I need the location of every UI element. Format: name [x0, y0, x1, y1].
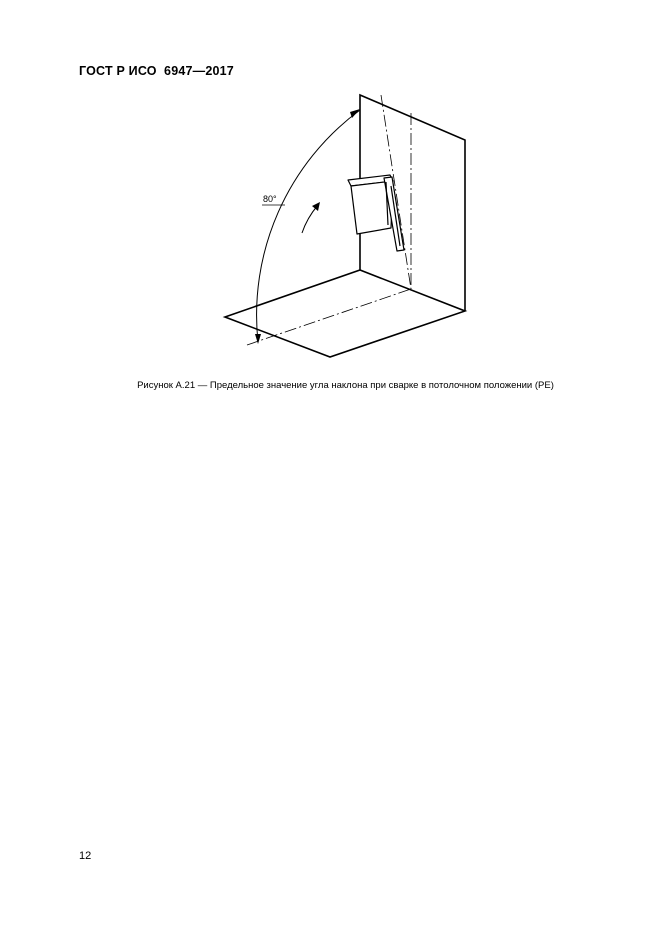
angle-label: 80° — [263, 194, 277, 204]
rotation-arrowhead — [312, 202, 320, 211]
document-header: ГОСТ Р ИСО 6947—2017 — [79, 64, 234, 78]
rotation-arrow — [302, 205, 318, 233]
page-number: 12 — [79, 850, 92, 862]
floor-axis-line — [247, 289, 411, 345]
floor-plane — [225, 270, 465, 357]
figure-caption: Рисунок А.21 — Предельное значение угла наклона при сварке в потолочном положении (РЕ) — [137, 380, 554, 391]
welding-position-figure — [0, 0, 661, 380]
angle-arc — [257, 110, 360, 342]
arc-arrowhead-bottom — [255, 334, 261, 344]
